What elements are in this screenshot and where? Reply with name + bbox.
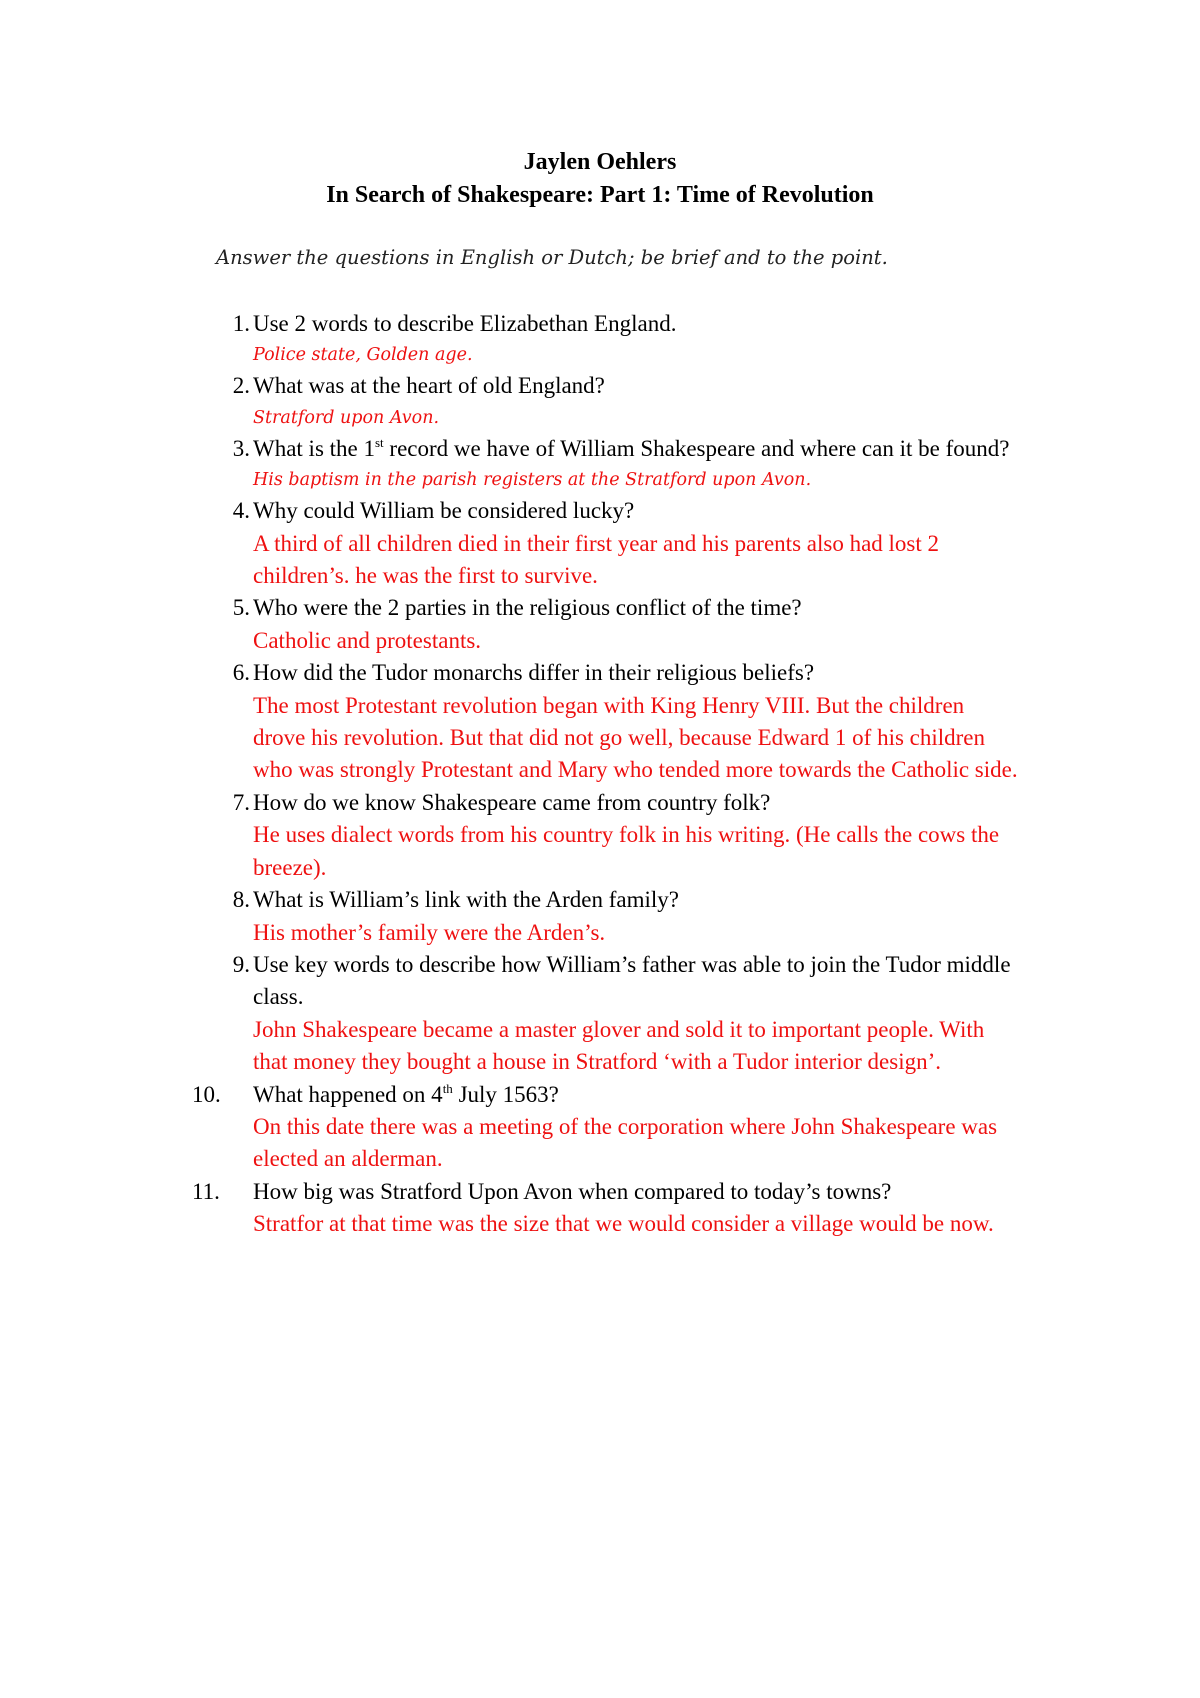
question-item-2 <box>200 370 1020 432</box>
question-item-1 <box>200 308 1020 370</box>
answer-text: He uses dialect words from his country folk in his writing. (He calls the cows the breeze). <box>253 822 1000 880</box>
answer-text: The most Protestant revolution began with King Henry VIII. But the children drove his revolution. But that did not go well, because Edward 1 of his children who was strongly Protestant and Mary who tended more towards the Catholic side. <box>253 692 1018 783</box>
answer-text: His baptism in the parish registers at the Stratford upon Avon. <box>253 470 812 491</box>
question-number: 2. <box>232 373 250 399</box>
answer-text: His mother’s family were the Arden’s. <box>253 919 606 945</box>
document-header <box>0 146 1200 212</box>
question-item-9 <box>200 949 1020 1079</box>
instructions: Answer the questions in English or Dutch; be brief and to the point. <box>216 246 888 269</box>
ordinal-suffix: th <box>442 1080 453 1096</box>
question-text: Why could William be considered lucky? <box>253 498 635 524</box>
question-item-6 <box>200 657 1020 787</box>
answer-text: On this date there was a meeting of the corporation where John Shakespeare was elected an alderman. <box>253 1113 998 1172</box>
question-text: Use key words to describe how William’s father was able to join the Tudor middle class. <box>253 951 1011 1010</box>
question-item-10 <box>192 1079 1020 1176</box>
ordinal-suffix: st <box>375 434 384 450</box>
question-number: 9. <box>232 951 250 977</box>
question-text: What is William’s link with the Arden family? <box>253 887 679 913</box>
question-number: 7. <box>232 789 250 815</box>
question-text-start: What is the 1 <box>253 435 375 461</box>
question-text: How big was Stratford Upon Avon when compared to today’s towns? <box>253 1178 892 1204</box>
question-text <box>253 1079 1020 1111</box>
question-item-5 <box>200 592 1020 657</box>
answer-text: Police state, Golden age. <box>253 345 473 366</box>
document-title: In Search of Shakespeare: Part 1: Time of Revolution <box>326 182 874 208</box>
question-item-7 <box>200 787 1020 884</box>
answer-text: A third of all children died in their first year and his parents also had lost 2 children’s. he was the first to survive. <box>253 530 940 589</box>
answer-text: Stratfor at that time was the size that we would consider a village would be now. <box>253 1211 994 1237</box>
question-list <box>192 308 1020 1241</box>
question-number: 3. <box>232 435 250 461</box>
question-number: 1. <box>232 311 250 336</box>
question-text-end: July 1563? <box>452 1081 559 1107</box>
question-item-11 <box>192 1176 1020 1241</box>
question-text: How did the Tudor monarchs differ in their religious beliefs? <box>253 660 815 686</box>
question-text: Use 2 words to describe Elizabethan England. <box>253 311 677 336</box>
question-number: 6. <box>232 660 250 686</box>
answer-text: Catholic and protestants. <box>253 627 482 653</box>
answer-text: John Shakespeare became a master glover and sold it to important people. With that money they bought a house in Stratford ‘with a Tudor interior design’. <box>253 1016 985 1075</box>
question-text: What was at the heart of old England? <box>253 373 605 399</box>
question-item-4 <box>200 495 1020 592</box>
question-item-8 <box>200 884 1020 949</box>
question-item-3 <box>200 433 1020 495</box>
answer-text: Stratford upon Avon. <box>253 407 440 428</box>
question-number: 11. <box>192 1178 220 1204</box>
question-text-end: record we have of William Shakespeare and where can it be found? <box>383 435 1010 461</box>
question-text: How do we know Shakespeare came from country folk? <box>253 789 771 815</box>
question-text: Who were the 2 parties in the religious conflict of the time? <box>253 595 802 621</box>
question-text-start: What happened on 4 <box>253 1081 443 1107</box>
question-number: 8. <box>232 887 250 913</box>
question-text <box>253 433 1020 465</box>
question-number: 4. <box>232 498 250 524</box>
question-number: 5. <box>232 595 250 621</box>
question-number: 10. <box>192 1081 221 1107</box>
author-name: Jaylen Oehlers <box>523 149 677 175</box>
